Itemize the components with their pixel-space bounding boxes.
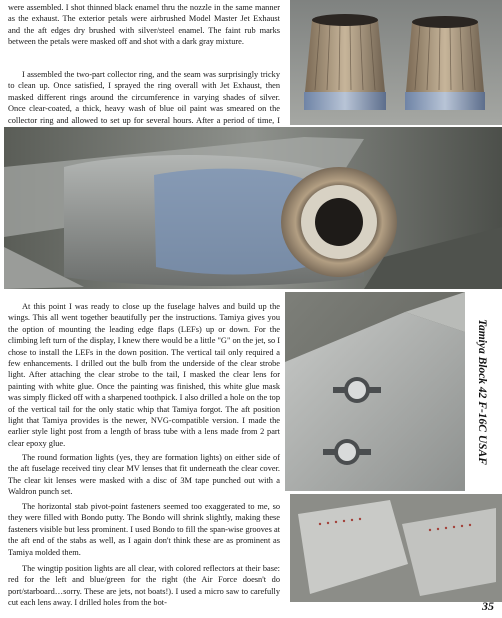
article-paragraph-5: The horizontal stab pivot-point fasteners seemed too exaggerated to me, so they were filled with Bondo putty. The Bondo will shrink slightly, making these fasteners visible but less prominent. I used Bondo to fill the span-wise grooves at the aft end of the stabs as well, as I again don't think these are as prominent as Tamiya molded them. xyxy=(8,502,280,557)
article-paragraph-4: The round formation lights (yes, they are formation lights) on either side of the aft fuselage received tiny clear MV lenses that fit underneath the clear cover. The clear kit lenses were masked with a disc of 3M tape punched out with a Waldron punch set. xyxy=(8,453,280,497)
photo-nozzle-closeup xyxy=(4,127,502,289)
photo-vertical-tail xyxy=(285,292,465,491)
photo-exhaust-nozzles xyxy=(290,0,502,125)
sidebar-title xyxy=(466,292,498,491)
article-paragraph-1: were assembled. I shot thinned black enamel thru the nozzle in the same manner as the exhaust. The exterior petals were airbrushed Model Master Jet Exhaust and the aft edges dry brushed with silver/steel enamel. The faint rub marks between the petals were masked off and shot with a dark gray mixture. xyxy=(8,3,280,47)
page-number: 35 xyxy=(482,599,494,613)
article-paragraph-2: I assembled the two-part collector ring, and the seam was surprisingly tricky to clean up. Once satisfied, I sprayed the ring overall with Jet Exhaust, then masked different rings around the circumference in varying shades of silver. Once clear-coated, a thick, heavy wash of blue oil paint was smeared on the collector ring and allowed to set up for several hours. After a period of time, I xyxy=(8,70,280,125)
article-paragraph-6: The wingtip position lights are all clear, with colored reflectors at their base: red for the left and blue/green for the right (the Air Force doesn't do port/starboard…sorry. These are jets, not boats!). I used a micro saw to carefully cut each lens away. I drilled holes from the bot- xyxy=(8,564,280,608)
photo-horizontal-stabs xyxy=(290,494,502,602)
sidebar-title-text: Tamiya Block 42 F-16C USAF xyxy=(476,318,488,465)
article-paragraph-3: At this point I was ready to close up the fuselage halves and build up the wings. This all went together beautifully per the instructions. Tamiya gives you the option of mounting the leading edge flaps (LEFs) up or down. For the climbing left turn of the display, I knew there would be a little "G" on the jet, so I chose to install the LEFs in the down position. The vertical tail only required a few enhancements. I drilled out the bulb from the underside of the clear strobe light. After attaching the clear strobe to the tail, I masked the clear lens for painting with white glue. Once the painting was finished, this white glue mask was simply flicked off with a sharpened toothpick. I also drilled a hole on the top of the vertical tail for the only static whip that Tamiya forgot. The aft position light that Tamiya provides is the newer, NVG-compatible version. I made the earlier style light post from a length of brass tube with a lens made from 2 part clear epoxy glue. xyxy=(8,302,280,448)
